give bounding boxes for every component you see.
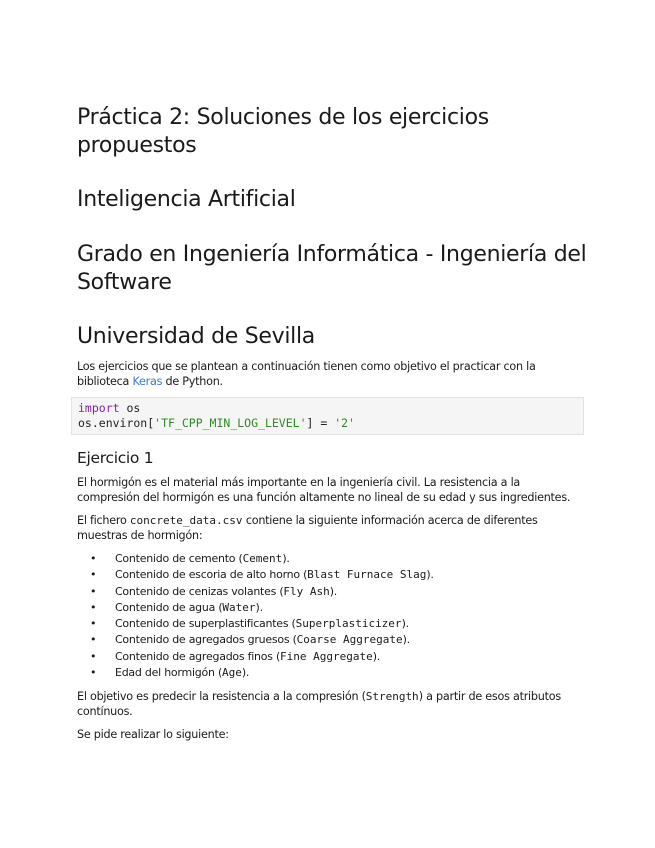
title-universidad: Universidad de Sevilla (77, 324, 315, 349)
intro-text-start: Los ejercicios que se plantean a continuación tienen como objetivo el practicar con la biblioteca (77, 360, 536, 388)
list-item (77, 665, 577, 681)
filename-code: concrete_data.csv (129, 514, 243, 527)
intro-paragraph (77, 359, 577, 389)
list-item (77, 649, 577, 665)
bullet-icon: • (90, 568, 97, 582)
p3-text-end: ) a partir de esos atributos contínuos. (77, 690, 561, 718)
item-code: Age (221, 666, 242, 680)
list-item (77, 600, 577, 616)
bullet-icon: • (90, 600, 97, 614)
list-item (77, 584, 577, 600)
p2-text-end: contiene la siguiente información acerca de diferentes muestras de hormigón: (77, 514, 538, 542)
bullet-icon: • (90, 584, 97, 598)
strength-code: Strength (365, 690, 419, 703)
item-code: Fly Ash (283, 584, 330, 598)
title-grado: Grado en Ingeniería Informática - Ingeniería del Software (77, 242, 587, 295)
bullet-icon: • (90, 552, 97, 565)
item-end: ). (255, 600, 263, 614)
p3-text-start: El objetivo es predecir la resistencia a la compresión ( (77, 690, 366, 703)
exercise-paragraph-1: El hormigón es el material más importante en la ingeniería civil. La resistencia a la compresión del hormigón es una función altamente no lineal de su edad y sus ingredientes. (77, 476, 571, 504)
item-end: ). (241, 666, 250, 680)
exercise-paragraph-3 (77, 689, 577, 719)
item-end: ). (329, 584, 338, 598)
item-text: Edad del hormigón ( (115, 666, 222, 680)
item-code: Coarse Aggregate (296, 633, 403, 647)
item-text: Contenido de agregados gruesos ( (115, 633, 297, 647)
code-line1-rest: os (119, 401, 141, 415)
item-code: Fine Aggregate (280, 649, 373, 663)
list-item (77, 567, 577, 583)
p2-text-start: El fichero (77, 514, 130, 527)
code-line2-a: os.environ[ (78, 416, 155, 430)
item-text: Contenido de cenizas volantes ( (115, 584, 284, 598)
item-text: Contenido de agregados finos ( (115, 649, 281, 663)
exercise-paragraph-4: Se pide realizar lo siguiente: (77, 728, 229, 741)
item-text: Contenido de cemento ( (115, 552, 243, 565)
code-keyword-import: import (78, 401, 120, 415)
title-practica: Práctica 2: Soluciones de los ejercicios propuestos (77, 105, 489, 158)
item-code: Water (222, 600, 256, 614)
item-code: Cement (242, 552, 283, 565)
item-text: Contenido de superplastificantes ( (115, 617, 296, 631)
exercise-paragraph-2 (77, 513, 577, 543)
bullet-icon: • (90, 633, 97, 647)
bullet-icon: • (90, 617, 97, 631)
bullet-icon: • (90, 649, 97, 663)
item-end: ). (401, 617, 409, 631)
item-text: Contenido de escoria de alto horno ( (115, 568, 308, 582)
item-code: Blast Furnace Slag (307, 568, 427, 582)
item-end: ). (372, 649, 381, 663)
code-line-1 (78, 401, 577, 416)
keras-link[interactable]: Keras (132, 375, 163, 388)
code-string-env-key: 'TF_CPP_MIN_LOG_LEVEL' (154, 416, 307, 430)
code-line2-b: ] = (306, 416, 335, 430)
exercise-heading: Ejercicio 1 (77, 449, 154, 467)
item-code: Superplasticizer (295, 617, 402, 631)
code-string-value: '2' (334, 416, 355, 430)
attribute-list (77, 551, 577, 681)
intro-text-end: de Python. (162, 375, 223, 388)
title-asignatura: Inteligencia Artificial (77, 187, 296, 212)
item-end: ). (426, 568, 434, 582)
item-text: Contenido de agua ( (115, 600, 223, 614)
code-cell[interactable] (71, 397, 584, 435)
item-end: ). (282, 552, 290, 565)
list-item (77, 616, 577, 632)
code-line-2 (78, 416, 577, 431)
list-item (77, 632, 577, 648)
list-item (77, 551, 577, 567)
bullet-icon: • (90, 666, 97, 680)
item-end: ). (402, 633, 410, 647)
